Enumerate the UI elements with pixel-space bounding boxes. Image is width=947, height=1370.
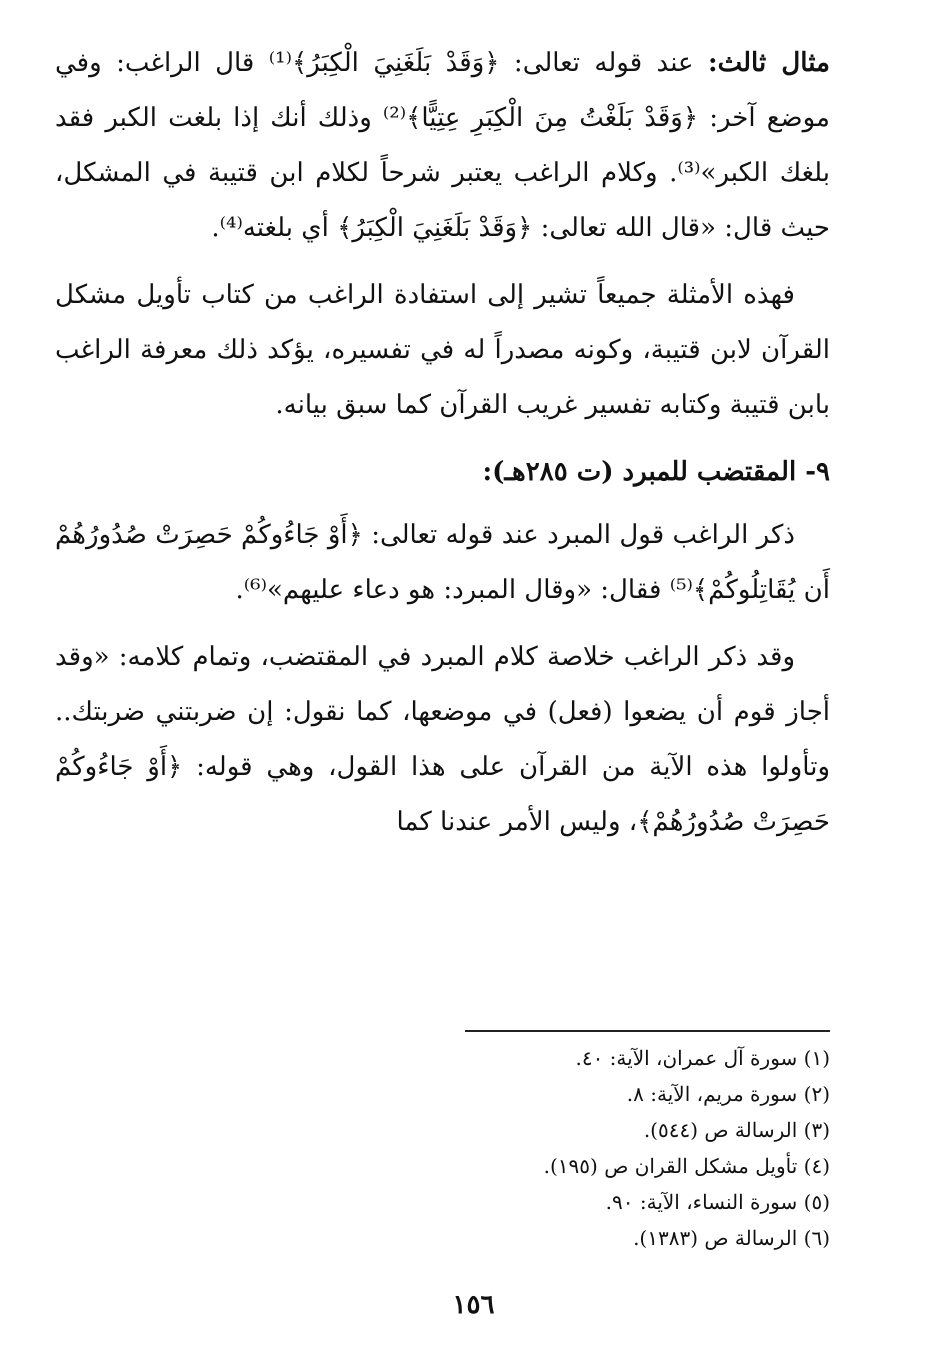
footnote-item: (٢) سورة مريم، الآية: ٨.: [626, 1082, 830, 1106]
paragraph-example-three: [55, 36, 830, 256]
example-lead: مثال ثالث:: [707, 48, 830, 78]
footnote-divider: [465, 1030, 830, 1032]
paragraph-muqtadab: وقد ذكر الراغب خلاصة كلام المبرد في المقتضب، وتمام كلامه: «وقد أجاز قوم أن يضعوا (فعل) في موضعها، كما نقول: إن ضربتني ضربتك.. وتأولوا هذه الآية من القرآن على هذا القول، وهي قوله: ﴿أَوْ جَاءُوكُمْ حَصِرَتْ صُدُورُهُمْ﴾، وليس الأمر عندنا كما: [55, 642, 830, 837]
page-body: [55, 36, 830, 862]
paragraph-mubarrad: ذكر الراغب قول المبرد عند قوله تعالى: ﴿أَوْ جَاءُوكُمْ حَصِرَتْ صُدُورُهُمْ أَن يُقَاتِلُوكُمْ﴾⁽⁵⁾ فقال: «وقال المبرد: هو دعاء عليهم»⁽⁶⁾.: [55, 520, 830, 605]
footnote-item: (٦) الرسالة ص (١٣٨٣).: [633, 1226, 830, 1250]
footnotes: [410, 1040, 830, 1256]
footnote-item: (٥) سورة النساء، الآية: ٩٠.: [605, 1190, 830, 1214]
example-text: عند قوله تعالى: ﴿وَقَدْ بَلَغَنِيَ الْكِبَرُ﴾⁽¹⁾ قال الراغب: وفي موضع آخر: ﴿وَقَدْ بَلَغْتُ مِنَ الْكِبَرِ عِتِيًّا﴾⁽²⁾ وذلك أنك إذا بلغت الكبر فقد بلغك الكبر»⁽³⁾. وكلام الراغب يعتبر شرحاً لكلام ابن قتيبة في المشكل، حيث قال: «قال الله تعالى: ﴿وَقَدْ بَلَغَنِيَ الْكِبَرُ﴾ أي بلغته⁽⁴⁾.: [55, 48, 830, 243]
footnote-item: (١) سورة آل عمران، الآية: ٤٠.: [575, 1046, 830, 1070]
footnote-item: (٤) تأويل مشكل القران ص (١٩٥).: [543, 1154, 830, 1178]
paragraph-summary: فهذه الأمثلة جميعاً تشير إلى استفادة الراغب من كتاب تأويل مشكل القرآن لابن قتيبة، وكونه مصدراً له في تفسيره، يؤكد ذلك معرفة الراغب بابن قتيبة وكتابه تفسير غريب القرآن كما سبق بيانه.: [55, 280, 830, 420]
page-number: ١٥٦: [452, 1290, 495, 1320]
section-heading: ٩- المقتضب للمبرد (ت ٢٨٥هـ):: [482, 457, 830, 487]
footnote-item: (٣) الرسالة ص (٥٤٤).: [643, 1118, 830, 1142]
